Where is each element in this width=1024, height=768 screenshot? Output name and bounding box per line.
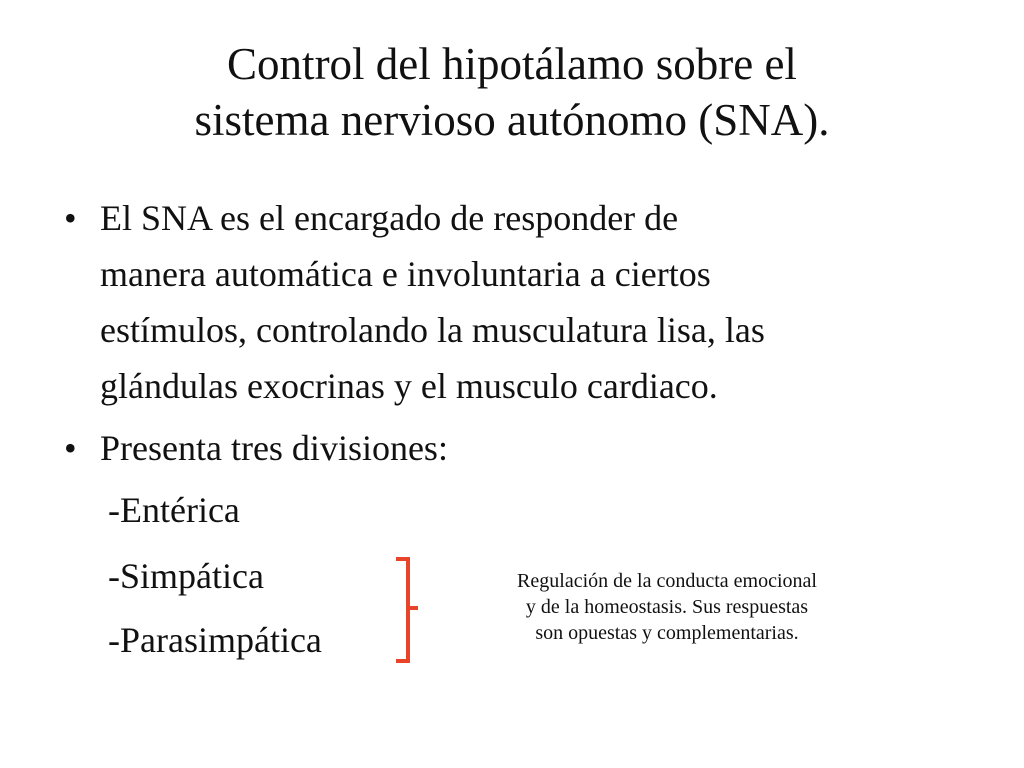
bullet-text [100,190,960,414]
division-parasimpatica: -Parasimpática [108,620,322,660]
division-simpatica: -Simpática [108,556,264,596]
bullet-line: estímulos, controlando la musculatura lisa, las [100,310,765,350]
note-line-3: son opuestas y complementarias. [535,622,799,644]
bullet-line: manera automática e involuntaria a ciertos [100,254,711,294]
brace-note [462,568,872,646]
title-line-2: sistema nervioso autónomo (SNA). [194,95,830,145]
note-line-1: Regulación de la conducta emocional [517,570,817,592]
bullet-line: glándulas exocrinas y el musculo cardiaco. [100,366,718,406]
bullet-line: El SNA es el encargado de responder de [100,198,679,238]
title-line-1: Control del hipotálamo sobre el [227,39,797,89]
brace-path [396,559,418,661]
bullet-item-sna-description [60,190,960,414]
bullet-icon: • [64,428,77,468]
bullet-line: Presenta tres divisiones: [100,428,448,468]
slide-title [60,36,964,148]
note-line-2: y de la homeostasis. Sus respuestas [525,596,809,618]
bullet-text [100,420,960,476]
bullet-list [60,190,960,476]
bullet-icon: • [64,198,77,238]
bullet-item-divisions [60,420,960,476]
division-enterica: -Entérica [108,490,240,530]
brace-icon [388,555,428,665]
